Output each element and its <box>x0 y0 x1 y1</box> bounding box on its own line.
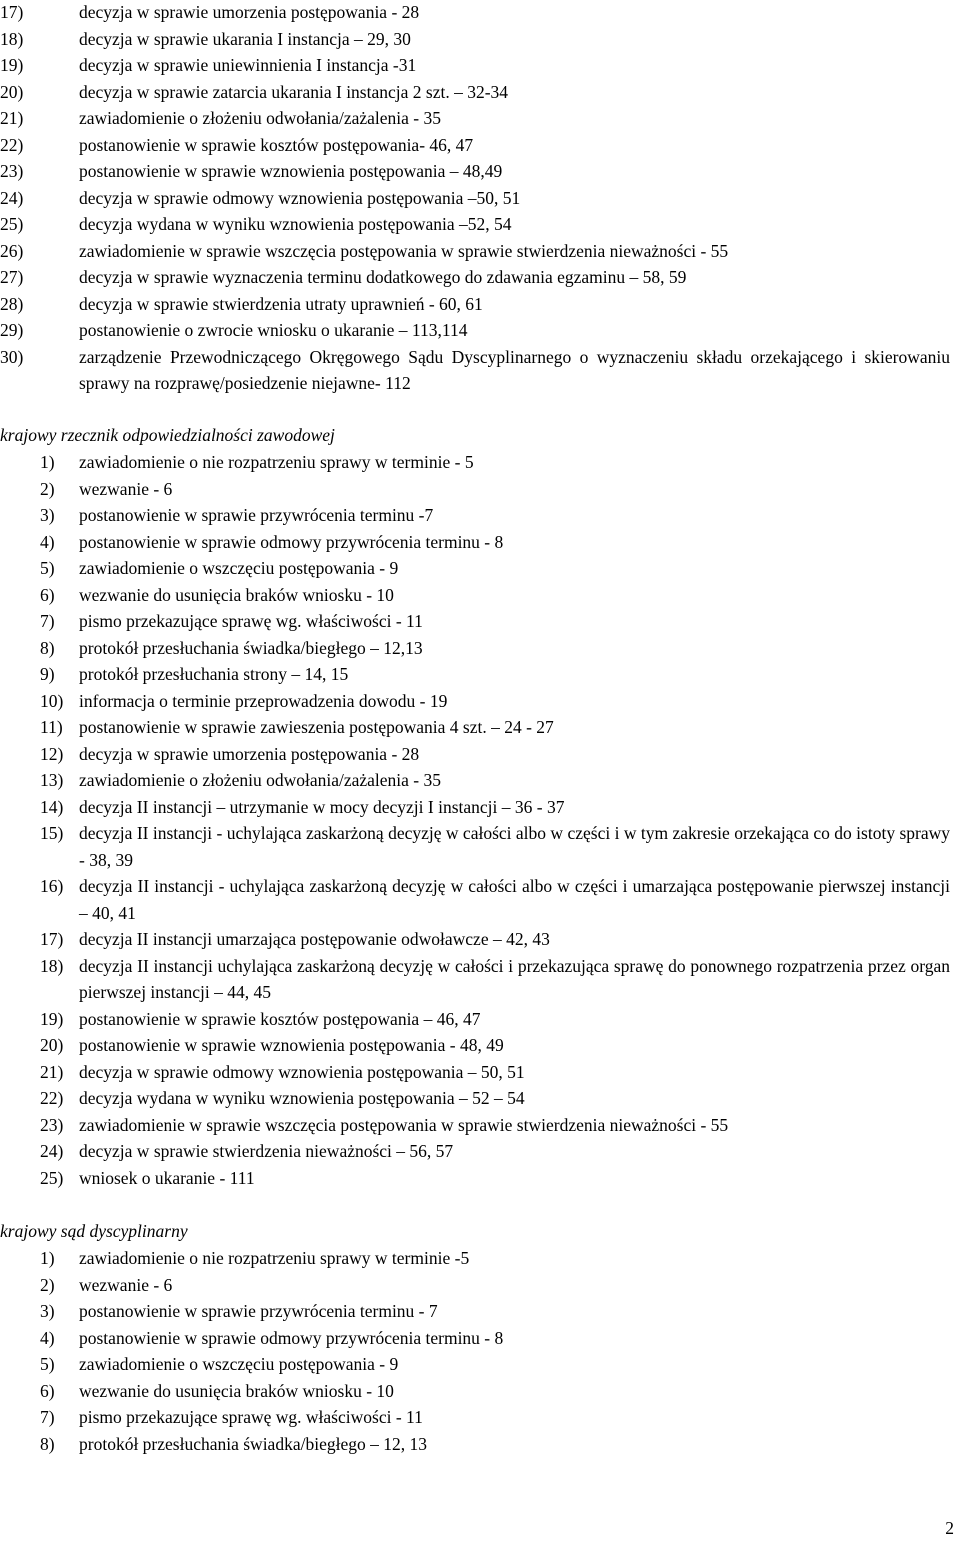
list-item <box>0 555 950 582</box>
item-number: 5) <box>40 558 55 578</box>
item-number: 23) <box>0 161 24 181</box>
list-item <box>0 291 950 318</box>
item-number: 15) <box>40 823 64 843</box>
item-text: postanowienie w sprawie wznowienia postępowania – 48,49 <box>79 161 503 181</box>
list-item <box>0 1272 950 1299</box>
list-item <box>0 661 950 688</box>
list-item <box>0 158 950 185</box>
item-text: postanowienie w sprawie przywrócenia terminu -7 <box>79 505 434 525</box>
list-item <box>0 1298 950 1325</box>
list-item <box>0 211 950 238</box>
item-number: 13) <box>40 770 64 790</box>
item-number: 21) <box>40 1061 64 1082</box>
item-number: 22) <box>0 134 24 155</box>
item-number: 18) <box>40 955 64 976</box>
list-item <box>0 1112 950 1139</box>
item-text: zawiadomienie o wszczęciu postępowania - 9 <box>79 558 399 578</box>
item-number: 12) <box>40 743 64 764</box>
item-text: postanowienie w sprawie wznowienia postępowania - 48, 49 <box>79 1035 504 1055</box>
item-number: 22) <box>40 1088 64 1108</box>
item-text: protokół przesłuchania świadka/biegłego – 12, 13 <box>79 1433 427 1454</box>
item-text: decyzja w sprawie stwierdzenia utraty uprawnień - 60, 61 <box>79 293 483 314</box>
list-item <box>0 688 950 715</box>
item-number: 3) <box>40 505 55 525</box>
item-number: 29) <box>0 320 24 340</box>
list-item <box>0 344 950 397</box>
list-item <box>0 1378 950 1405</box>
page-number: 2 <box>945 1518 954 1538</box>
item-text: decyzja w sprawie odmowy wznowienia postępowania –50, 51 <box>79 187 521 208</box>
item-number: 7) <box>40 1407 55 1427</box>
item-number: 7) <box>40 611 55 631</box>
list-item <box>0 873 950 926</box>
item-number: 17) <box>40 929 64 949</box>
list-item <box>0 1006 950 1033</box>
list-item <box>0 1032 950 1059</box>
item-text: decyzja II instancji - uchylająca zaskarżoną decyzję w całości albo w części i w tym zakresie orzekająca co do istoty sprawy - 38, 39 <box>79 823 950 870</box>
item-text: zawiadomienie o wszczęciu postępowania - 9 <box>79 1354 399 1374</box>
list-item <box>0 449 950 476</box>
item-number: 16) <box>40 876 64 896</box>
item-number: 19) <box>40 1008 64 1029</box>
list-item <box>0 1404 950 1431</box>
section-2-list <box>0 449 950 1191</box>
list-item <box>0 1138 950 1165</box>
item-number: 4) <box>40 531 55 552</box>
list-item <box>0 953 950 1006</box>
item-text: decyzja w sprawie umorzenia postępowania - 28 <box>79 2 420 22</box>
item-text: decyzja w sprawie odmowy wznowienia postępowania – 50, 51 <box>79 1061 525 1082</box>
item-number: 11) <box>40 717 63 737</box>
list-item <box>0 794 950 821</box>
item-number: 9) <box>40 664 55 684</box>
item-number: 2) <box>40 478 55 499</box>
list-item <box>0 635 950 662</box>
list-item <box>0 1245 950 1272</box>
item-text: postanowienie w sprawie przywrócenia terminu - 7 <box>79 1301 438 1321</box>
list-item <box>0 1325 950 1352</box>
item-number: 25) <box>0 214 24 234</box>
item-number: 27) <box>0 267 24 287</box>
item-text: decyzja w sprawie wyznaczenia terminu dodatkowego do zdawania egzaminu – 58, 59 <box>79 267 687 287</box>
list-item <box>0 1431 950 1458</box>
item-text: decyzja II instancji uchylająca zaskarżoną decyzję w całości i przekazująca sprawę do ponownego rozpatrzenia przez organ pierwszej instancji – 44, 45 <box>79 955 950 1002</box>
list-item <box>0 741 950 768</box>
item-number: 19) <box>0 55 24 75</box>
item-number: 23) <box>40 1114 64 1135</box>
item-number: 4) <box>40 1327 55 1348</box>
item-number: 5) <box>40 1354 55 1374</box>
list-item <box>0 238 950 265</box>
item-text: zawiadomienie o złożeniu odwołania/zażalenia - 35 <box>79 770 441 790</box>
item-text: postanowienie o zwrocie wniosku o ukaranie – 113,114 <box>79 320 468 340</box>
item-text: decyzja w sprawie stwierdzenia nieważności – 56, 57 <box>79 1141 454 1161</box>
item-text: pismo przekazujące sprawę wg. właściwości - 11 <box>79 1407 423 1427</box>
item-text: wniosek o ukaranie - 111 <box>79 1167 255 1188</box>
item-number: 6) <box>40 584 55 605</box>
list-item <box>0 1165 950 1192</box>
item-text: decyzja wydana w wyniku wznowienia postępowania – 52 – 54 <box>79 1088 525 1108</box>
item-text: zawiadomienie w sprawie wszczęcia postępowania w sprawie stwierdzenia nieważności - 55 <box>79 240 729 261</box>
list-item <box>0 317 950 344</box>
item-text: decyzja II instancji umarzająca postępowanie odwoławcze – 42, 43 <box>79 929 550 949</box>
list-item <box>0 926 950 953</box>
item-text: wezwanie do usunięcia braków wniosku - 10 <box>79 1380 394 1401</box>
list-item <box>0 79 950 106</box>
item-text: decyzja w sprawie ukarania I instancja – 29, 30 <box>79 28 411 49</box>
item-number: 14) <box>40 796 64 817</box>
list-item <box>0 185 950 212</box>
list-item <box>0 0 950 26</box>
list-item <box>0 820 950 873</box>
item-number: 28) <box>0 293 24 314</box>
section-3-list <box>0 1245 950 1457</box>
section-1-list <box>0 0 950 397</box>
list-item <box>0 714 950 741</box>
item-number: 6) <box>40 1380 55 1401</box>
item-number: 20) <box>40 1035 64 1055</box>
item-number: 1) <box>40 1248 55 1268</box>
item-number: 17) <box>0 2 24 22</box>
item-number: 25) <box>40 1167 64 1188</box>
item-text: decyzja II instancji – utrzymanie w mocy decyzji I instancji – 36 - 37 <box>79 796 565 817</box>
item-text: protokół przesłuchania świadka/biegłego – 12,13 <box>79 637 423 658</box>
item-number: 30) <box>0 346 24 367</box>
item-number: 3) <box>40 1301 55 1321</box>
item-text: decyzja w sprawie uniewinnienia I instancja -31 <box>79 55 417 75</box>
list-item <box>0 529 950 556</box>
item-number: 8) <box>40 637 55 658</box>
item-text: pismo przekazujące sprawę wg. właściwości - 11 <box>79 611 423 631</box>
item-text: postanowienie w sprawie kosztów postępowania- 46, 47 <box>79 134 474 155</box>
list-item <box>0 1059 950 1086</box>
item-number: 26) <box>0 240 24 261</box>
item-text: decyzja w sprawie zatarcia ukarania I instancja 2 szt. – 32-34 <box>79 81 509 102</box>
item-number: 10) <box>40 690 64 711</box>
item-number: 24) <box>40 1141 64 1161</box>
item-text: zawiadomienie o złożeniu odwołania/zażalenia - 35 <box>79 108 441 128</box>
item-number: 18) <box>0 28 24 49</box>
list-item <box>0 26 950 53</box>
list-item <box>0 52 950 79</box>
list-item <box>0 582 950 609</box>
item-number: 2) <box>40 1274 55 1295</box>
list-item <box>0 1351 950 1378</box>
item-number: 20) <box>0 81 24 102</box>
item-text: postanowienie w sprawie odmowy przywrócenia terminu - 8 <box>79 531 504 552</box>
item-number: 1) <box>40 452 55 472</box>
item-text: zarządzenie Przewodniczącego Okręgowego Sądu Dyscyplinarnego o wyznaczeniu składu orzekającego i skierowaniu sprawy na rozprawę/posiedzenie niejawne- 112 <box>79 346 950 393</box>
item-text: postanowienie w sprawie kosztów postępowania – 46, 47 <box>79 1008 481 1029</box>
list-item <box>0 132 950 159</box>
list-item <box>0 105 950 132</box>
item-text: postanowienie w sprawie odmowy przywrócenia terminu - 8 <box>79 1327 504 1348</box>
item-text: postanowienie w sprawie zawieszenia postępowania 4 szt. – 24 - 27 <box>79 717 554 737</box>
item-text: decyzja wydana w wyniku wznowienia postępowania –52, 54 <box>79 214 512 234</box>
list-item <box>0 1085 950 1112</box>
list-item <box>0 476 950 503</box>
section-3-heading: krajowy sąd dyscyplinarny <box>0 1221 188 1241</box>
item-text: wezwanie - 6 <box>79 1274 173 1295</box>
section-2-heading: krajowy rzecznik odpowiedzialności zawodowej <box>0 425 335 445</box>
item-text: decyzja w sprawie umorzenia postępowania - 28 <box>79 743 420 764</box>
list-item <box>0 502 950 529</box>
list-item <box>0 608 950 635</box>
item-text: zawiadomienie o nie rozpatrzeniu sprawy w terminie -5 <box>79 1248 470 1268</box>
item-number: 24) <box>0 187 24 208</box>
item-text: wezwanie do usunięcia braków wniosku - 10 <box>79 584 394 605</box>
item-number: 8) <box>40 1433 55 1454</box>
item-text: informacja o terminie przeprowadzenia dowodu - 19 <box>79 690 448 711</box>
item-text: zawiadomienie o nie rozpatrzeniu sprawy w terminie - 5 <box>79 452 474 472</box>
item-text: zawiadomienie w sprawie wszczęcia postępowania w sprawie stwierdzenia nieważności - 55 <box>79 1114 729 1135</box>
item-text: protokół przesłuchania strony – 14, 15 <box>79 664 349 684</box>
item-text: wezwanie - 6 <box>79 478 173 499</box>
item-number: 21) <box>0 108 24 128</box>
list-item <box>0 767 950 794</box>
list-item <box>0 264 950 291</box>
item-text: decyzja II instancji - uchylająca zaskarżoną decyzję w całości albo w części i umarzająca postępowanie pierwszej instancji – 40, 41 <box>79 876 950 923</box>
